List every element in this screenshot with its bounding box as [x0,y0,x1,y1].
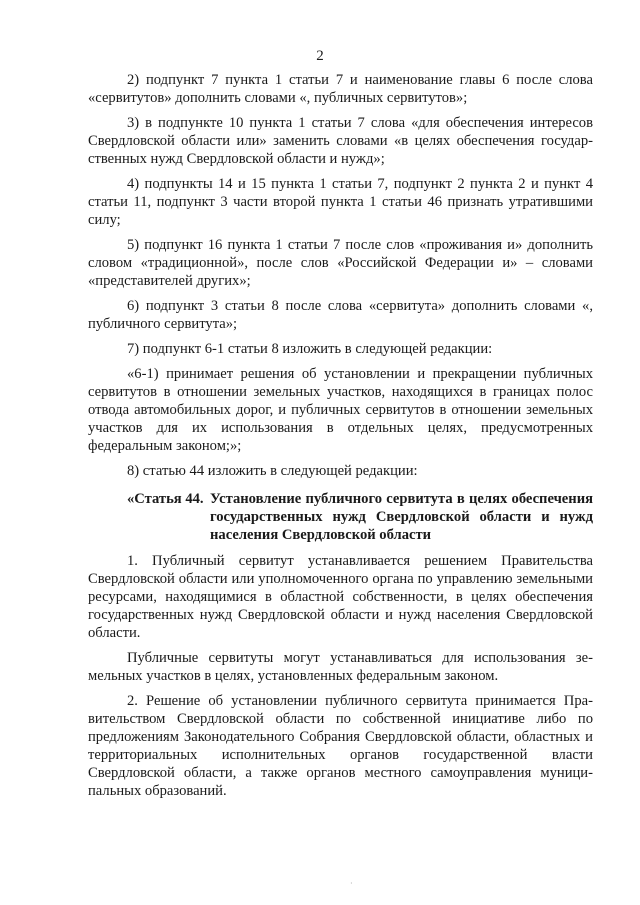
article-paragraph-2: 2. Решение об установлении публичного сервитута принимается Правительством Свердловской области по собственной инициативе либо по предложениям Законодательного Собрания Свердловской области, областных и территориальных исполнительных органов государственной власти Свердловской области, а также органов местного самоуправления муниципальных образований. [88,693,593,799]
scan-speck: · [350,879,353,888]
article-heading [88,490,593,544]
paragraph-item-8: 8) статью 44 изложить в следующей редакции: [127,463,418,479]
document-body [88,71,593,807]
paragraph-item-3: 3) в подпункте 10 пункта 1 статьи 7 слова «для обеспечения интересов Свердловской области или» заменить словами «в целях обеспечения государственных нужд Свердловской области и нужд»; [88,115,593,167]
paragraph-item-7: 7) подпункт 6-1 статьи 8 изложить в следующей редакции: [127,341,493,357]
article-number: «Статья 44. [127,491,204,507]
article-paragraph-1-continued: Публичные сервитуты могут устанавливаться для использования земельных участков в целях, установленных федеральным законом. [88,650,593,684]
paragraph-item-4: 4) подпункты 14 и 15 пункта 1 статьи 7, подпункт 2 пункта 2 и пункт 4 статьи 11, подпункт 3 части второй пункта 1 статьи 46 признать утратившими силу; [88,176,593,228]
paragraph-item-2: 2) подпункт 7 пункта 1 статьи 7 и наименование главы 6 после слова «сервитутов» дополнить словами «, публичных сервитутов»; [88,72,593,106]
paragraph-quoted-6-1: «6-1) принимает решения об установлении и прекращении публичных сервитутов в отношении земельных участков, находящихся в границах полос отвода автомобильных дорог, и публичных сервитутов в отношении земельных участков для их использования в отдельных целях, предусмотренных федеральным законом;»; [88,366,593,454]
article-title: Установление публичного сервитута в целях обеспечения государственных нужд Свердловской области и нужд населения Свердловской области [210,491,593,543]
article-paragraph-1: 1. Публичный сервитут устанавливается решением Правительства Свердловской области или уполномоченного органа по управлению земельными ресурсами, находящимися в областной собственности, в целях обеспечения государственных нужд Свердловской области и нужд населения Свердловской области. [88,553,593,641]
page-number: 2 [316,48,324,64]
paragraph-item-6: 6) подпункт 3 статьи 8 после слова «сервитута» дополнить словами «, публичного сервитута»; [88,298,593,332]
paragraph-item-5: 5) подпункт 16 пункта 1 статьи 7 после слов «проживания и» дополнить словом «традиционной», после слов «Российской Федерации и» – словами «представителей других»; [88,237,593,289]
